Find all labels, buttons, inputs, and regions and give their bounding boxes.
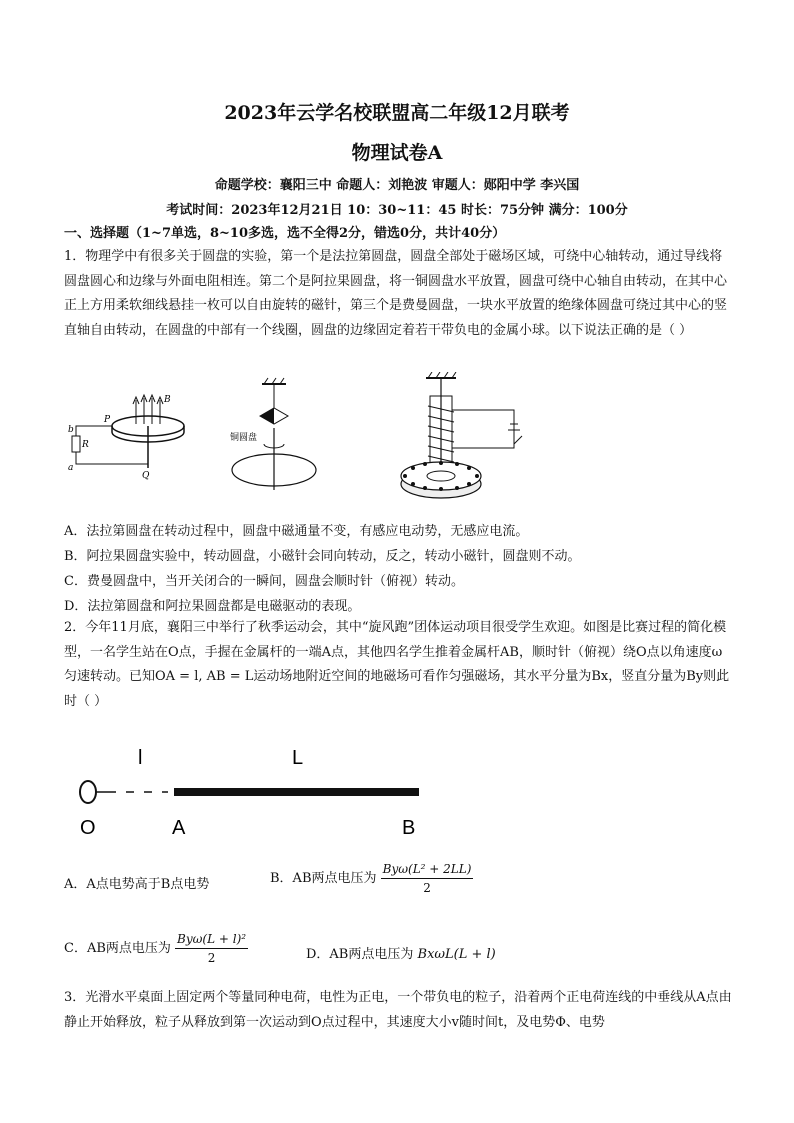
q2-option-a-text: A．A点电势高于B点电势 — [64, 877, 210, 892]
label-O: O — [80, 817, 96, 839]
label-P: P — [104, 415, 111, 425]
q1-option-c: C．费曼圆盘中，当开关闭合的一瞬间，圆盘会顺时针（俯视）转动。 — [64, 574, 464, 589]
q1-stem: 1．物理学中有很多关于圆盘的实验，第一个是法拉第圆盘，圆盘全部处于磁场区域，可绕中心轴转动，通过导线将圆盘圆心和边缘与外面电阻相连。第二个是阿拉果圆盘，将一铜圆盘水平放置，圆盘可绕中心轴自由转动，在其中心正上方用柔软细线悬挂一枚可以自由旋转的磁针，第三个是费曼圆盘，一块水平放置的绝缘体圆盘可绕过其中心的竖直轴自由转动，在圆盘的中部有一个线圈，圆盘的边缘固定着若干带负电的金属小球。以下说法正确的是（ ） — [64, 249, 728, 338]
label-l: l — [138, 747, 143, 769]
q2-figure-svg — [64, 738, 444, 848]
label-copper-disk: 铜圆盘 — [230, 433, 258, 443]
exam-subtitle: 物理试卷A — [351, 142, 443, 164]
q2-option-d — [306, 943, 496, 962]
q2-option-c — [64, 932, 248, 965]
arago-disk — [230, 378, 316, 490]
q2-option-d-formula: BxωL(L + l) — [417, 947, 496, 962]
feynman-disk — [401, 372, 522, 498]
faraday-disk — [68, 395, 184, 481]
q2-option-c-text: C．AB两点电压为 — [64, 941, 171, 956]
q2-option-b-numerator: Byω(L² + 2LL) — [381, 862, 474, 879]
section-heading: 一、选择题（1~7单选，8~10多选，选不全得2分，错选0分，共计40分） — [64, 226, 506, 241]
label-Q: Q — [142, 471, 150, 481]
q2-option-c-numerator: Byω(L + l)² — [175, 932, 248, 949]
q2-option-b-denominator: 2 — [423, 881, 431, 895]
label-A: A — [172, 817, 186, 839]
q2-option-c-denominator: 2 — [207, 951, 216, 965]
label-L: L — [292, 747, 304, 769]
q2-option-d-text: D．AB两点电压为 — [306, 947, 414, 962]
label-B: B — [402, 817, 416, 839]
q2-figure — [64, 738, 444, 852]
q2-option-c-fraction — [175, 932, 248, 965]
q3-stem: 3．光滑水平桌面上固定两个等量同种电荷，电性为正电，一个带负电的粒子，沿着两个正电荷连线的中垂线从A点由静止开始释放，粒子从释放到第一次运动到O点过程中，其速度大小v随时间t，及电势Φ、电势 — [64, 990, 732, 1030]
q2-option-a — [64, 873, 209, 892]
q2-option-b-fraction — [381, 862, 474, 895]
q2-stem: 2．今年11月底，襄阳三中举行了秋季运动会，其中“旋风跑”团体运动项目很受学生欢迎。如图是比赛过程的简化模型，一名学生站在O点，手握在金属杆的一端A点，其他四名学生推着金属杆AB，顺时针（俯视）绕O点以角速度ω匀速转动。已知OA = l, AB = L运动场地附近空间的地磁场可看作匀强磁场，其水平分量为Bx，竖直分量为By则此时（ ） — [64, 620, 730, 709]
exam-time-info: 考试时间：2023年12月21日 10：30~11：45 时长：75分钟 满分：100分 — [166, 203, 628, 218]
q2-option-b-text: B．AB两点电压为 — [270, 871, 377, 886]
exam-authors: 命题学校：襄阳三中 命题人：刘艳波 审题人：郧阳中学 李兴国 — [214, 178, 580, 193]
label-B: B — [164, 395, 171, 405]
q1-figure — [64, 372, 544, 516]
exam-title: 2023年云学名校联盟高二年级12月联考 — [224, 102, 570, 124]
label-R: R — [82, 440, 89, 450]
q1-option-a: A．法拉第圆盘在转动过程中，圆盘中磁通量不变，有感应电动势，无感应电流。 — [64, 524, 529, 539]
label-b: b — [68, 425, 74, 435]
label-a: a — [68, 463, 74, 473]
q2-option-b — [270, 862, 473, 895]
q1-option-d: D．法拉第圆盘和阿拉果圆盘都是电磁驱动的表现。 — [64, 599, 361, 614]
q1-figure-svg — [64, 372, 544, 512]
q1-option-b: B．阿拉果圆盘实验中，转动圆盘，小磁针会同向转动，反之，转动小磁针，圆盘则不动。 — [64, 549, 581, 564]
